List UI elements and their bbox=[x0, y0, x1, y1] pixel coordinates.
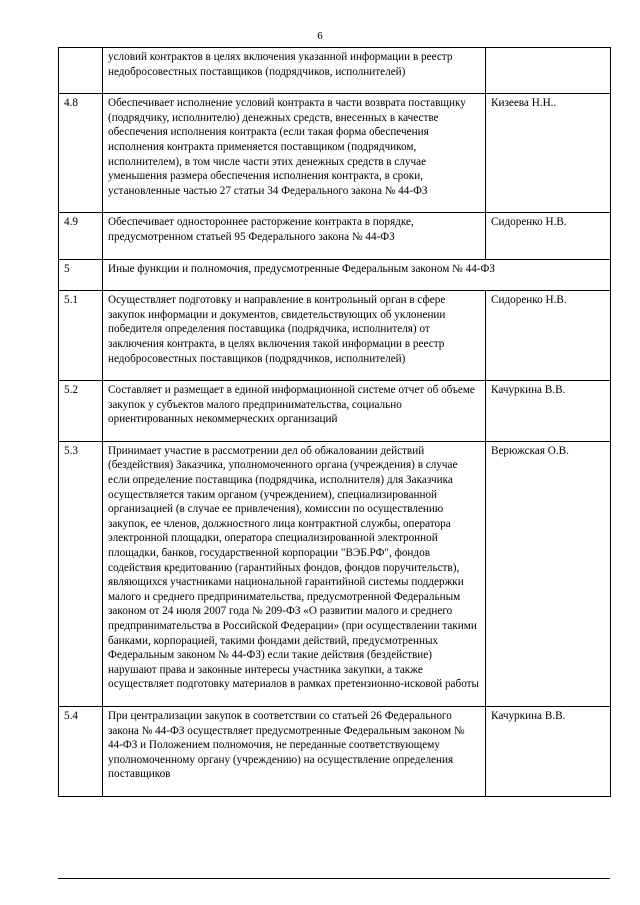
responsible-person bbox=[486, 48, 611, 94]
table-row bbox=[59, 381, 611, 442]
item-description: Принимает участие в рассмотрении дел об обжаловании действий (бездействия) Заказчика, уполномоченного органа (учреждения) в случае если определение поставщика (подрядчика, исполнителя) для Заказчика осуществляется таким органом (учреждением), специализированной организацией (в случае ее привлечения), комиссии по осуществлению закупок, ее членов, должностного лица контрактной службы, оператора электронной площадки, оператора специализированной электронной площадки, банков, государственной корпорации "ВЭБ.РФ", фондов содействия кредитованию (гарантийных фондов, фондов поручительств), являющихся участниками национальной гарантийной системы поддержки малого и среднего предпринимательства, предусмотренной Федеральным законом от 24 июля 2007 года № 209-ФЗ «О развитии малого и среднего предпринимательства в Российской Федерации» (при осуществлении такими банками, корпорацией, такими фондами действий, предусмотренных Федеральным законом № 44-ФЗ) если такие действия (бездействие) нарушают права и законные интересы участника закупки, а также осуществляет подготовку материалов в рамках претензионно-исковой работы bbox=[103, 441, 486, 706]
item-description: Обеспечивает исполнение условий контракта в части возврата поставщику (подрядчику, исполнителю) денежных средств, внесенных в качестве обеспечения исполнения контракта (если такая форма обеспечения исполнения контракта применяется поставщиком (подрядчиком, исполнителем), в том числе части этих денежных средств в случае уменьшения размера обеспечения исполнения контракта, в сроки, установленные частью 27 статьи 34 Федерального закона № 44-ФЗ bbox=[103, 94, 486, 213]
item-description: Иные функции и полномочия, предусмотренные Федеральным законом № 44-ФЗ bbox=[103, 259, 611, 291]
page-number: 6 bbox=[317, 30, 323, 42]
responsible-person: Кизеева Н.Н.. bbox=[486, 94, 611, 213]
item-description: При централизации закупок в соответствии со статьей 26 Федерального закона № 44-ФЗ осуществляет предусмотренные Федеральным законом № 44-ФЗ и Положением полномочия, не переданные соответствующему уполномоченному органу (учреждению) на осуществление определения поставщиков bbox=[103, 706, 486, 796]
responsible-person: Сидоренко Н.В. bbox=[486, 291, 611, 381]
table-row bbox=[59, 706, 611, 796]
responsible-person: Верюжская О.В. bbox=[486, 441, 611, 706]
page-bottom-rule bbox=[58, 878, 610, 879]
table-row bbox=[59, 441, 611, 706]
item-number: 5.1 bbox=[59, 291, 103, 381]
item-description: условий контрактов в целях включения указанной информации в реестр недобросовестных поставщиков (подрядчиков, исполнителей) bbox=[103, 48, 486, 94]
responsibilities-table bbox=[58, 47, 611, 797]
responsible-person: Качуркина В.В. bbox=[486, 381, 611, 442]
responsible-person: Сидоренко Н.В. bbox=[486, 213, 611, 259]
item-description: Обеспечивает одностороннее расторжение контракта в порядке, предусмотренном статьей 95 Федерального закона № 44-ФЗ bbox=[103, 213, 486, 259]
item-number: 5.4 bbox=[59, 706, 103, 796]
table-row bbox=[59, 94, 611, 213]
item-description: Составляет и размещает в единой информационной системе отчет об объеме закупок у субъектов малого предпринимательства, социально ориентированных некоммерческих организаций bbox=[103, 381, 486, 442]
table-row bbox=[59, 213, 611, 259]
item-number: 4.8 bbox=[59, 94, 103, 213]
table-row bbox=[59, 291, 611, 381]
item-description: Осуществляет подготовку и направление в контрольный орган в сфере закупок информации и документов, свидетельствующих об уклонении победителя определения поставщика (подрядчика, исполнителя) от заключения контракта, в целях включения такой информации в реестр недобросовестных поставщиков (подрядчиков, исполнителей) bbox=[103, 291, 486, 381]
item-number: 5.2 bbox=[59, 381, 103, 442]
section-row bbox=[59, 259, 611, 291]
table-row bbox=[59, 48, 611, 94]
item-number bbox=[59, 48, 103, 94]
table-body bbox=[59, 48, 611, 797]
item-number: 4.9 bbox=[59, 213, 103, 259]
item-number: 5.3 bbox=[59, 441, 103, 706]
responsible-person: Качуркина В.В. bbox=[486, 706, 611, 796]
item-number: 5 bbox=[59, 259, 103, 291]
